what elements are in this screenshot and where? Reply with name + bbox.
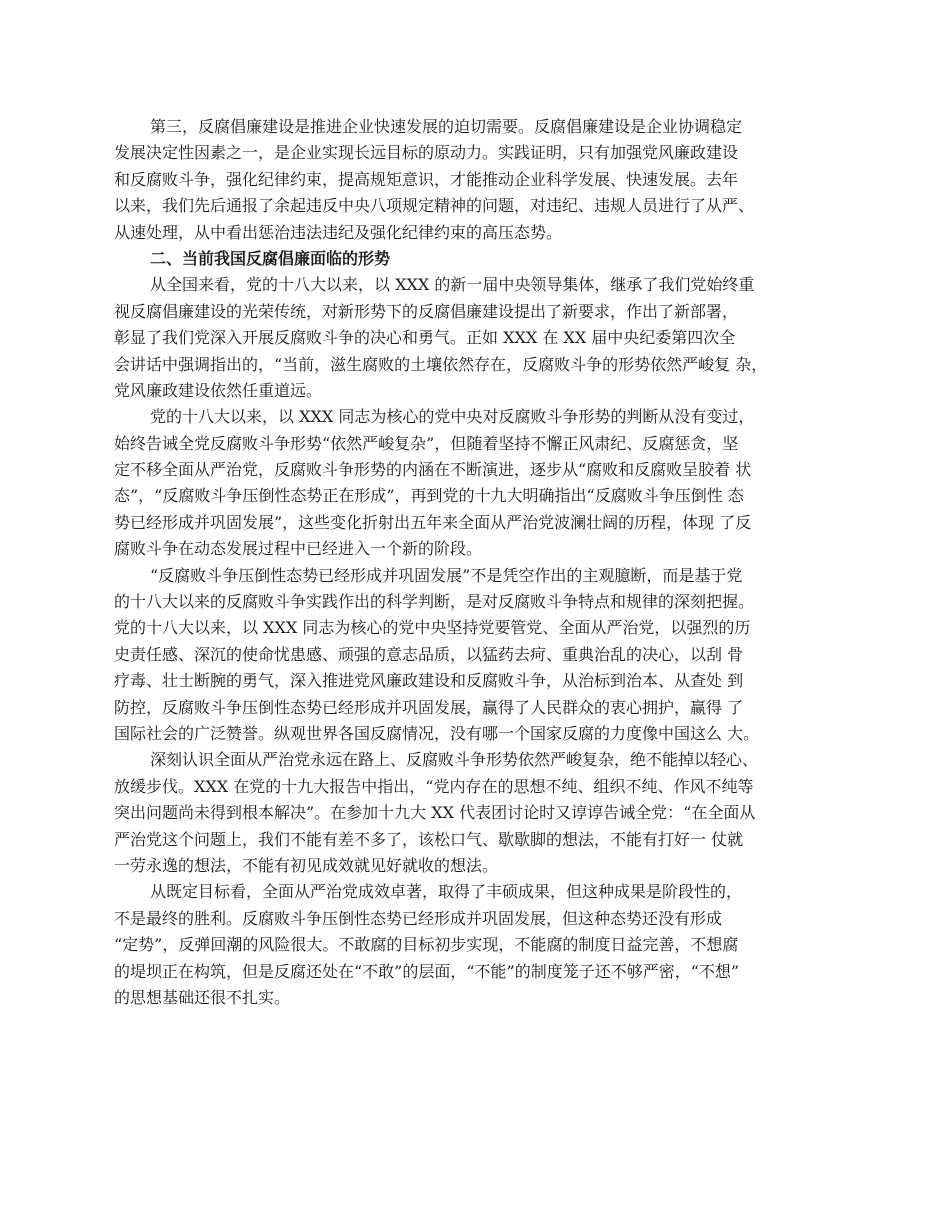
text-line: 发展决定性因素之一，是企业实现长远目标的原动力。实践证明，只有加强党风廉政建设 <box>114 143 739 163</box>
paragraph-established-goals <box>114 879 868 1011</box>
paragraph-always-on-the-road <box>114 747 868 879</box>
text-line: 一劳永逸的想法，不能有初见成效就见好就收的想法。 <box>114 855 499 875</box>
text-line: 深刻认识全面从严治党永远在路上、反腐败斗争形势依然严峻复杂，绝不能掉以轻心、 <box>150 750 759 770</box>
text-line: 从全国来看，党的十八大以来，以 XXX 的新一届中央领导集体，继承了我们党始终重 <box>150 275 755 295</box>
text-line: 严治党这个问题上，我们不能有差不多了，该松口气、歇歇脚的想法，不能有打好一 仗就 <box>114 829 744 849</box>
text-line: 彰显了我们党深入开展反腐败斗争的决心和勇气。正如 XXX 在 XX 届中央纪委第四次全 <box>114 328 736 348</box>
text-line: 史责任感、深沉的使命忧患感、顽强的意志品质，以猛药去疴、重典治乱的决心，以刮 骨 <box>114 644 744 664</box>
text-line: 从既定目标看，全面从严治党成效卓著，取得了丰硕成果，但这种成果是阶段性的， <box>150 882 743 902</box>
text-line: 党风廉政建设依然任重道远。 <box>114 380 323 400</box>
text-line: 势已经形成并巩固发展”，这些变化折射出五年来全面从严治党波澜壮阔的历程，体现 了反 <box>114 512 752 532</box>
paragraph-scientific-judgment <box>114 563 868 748</box>
text-line: 党的十八大以来，以 XXX 同志为核心的党中央对反腐败斗争形势的判断从没有变过， <box>150 407 755 427</box>
text-line: “反腐败斗争压倒性态势已经形成并巩固发展”不是凭空作出的主观臆断，而是基于党 <box>150 565 743 585</box>
text-line: 从速处理，从中看出惩治违法违纪及强化纪律约束的高压态势。 <box>114 222 563 242</box>
text-line: “定势”，反弹回潮的风险很大。不敢腐的目标初步实现，不能腐的制度日益完善，不想腐 <box>114 935 739 955</box>
text-line: 突出问题尚未得到根本解决”。在参加十九大 XX 代表团讨论时又谆谆告诫全党：“在全面从 <box>114 803 756 823</box>
paragraph-situation-judgment <box>114 404 868 562</box>
text-line: 会讲话中强调指出的，“当前，滋生腐败的土壤依然存在，反腐败斗争的形势依然严峻复 杂， <box>114 354 768 374</box>
text-line: 的思想基础还很不扎实。 <box>114 987 291 1007</box>
text-line: 第三，反腐倡廉建设是推进企业快速发展的迫切需要。反腐倡廉建设是企业协调稳定 <box>150 117 743 136</box>
paragraph-national-overview <box>114 272 868 404</box>
text-line: 以来，我们先后通报了余起违反中央八项规定精神的问题，对违纪、违规人员进行了从严、 <box>114 196 755 216</box>
text-line: 党的十八大以来，以 XXX 同志为核心的党中央坚持党要管党、全面从严治党，以强烈的历 <box>114 618 751 638</box>
text-line: 的堤坝正在构筑，但是反腐还处在“不敢”的层面，“不能”的制度笼子还不够严密，“不想” <box>114 961 740 981</box>
text-line: 定不移全面从严治党，反腐败斗争形势的内涵在不断演进，逐步从“腐败和反腐败呈胶着 状 <box>114 460 752 480</box>
section-heading: 二、当前我国反腐倡廉面临的形势 <box>150 248 391 268</box>
text-line: 始终告诫全党反腐败斗争形势“依然严峻复杂”，但随着坚持不懈正风肃纪、反腐惩贪，坚 <box>114 433 739 453</box>
text-line: 腐败斗争在动态发展过程中已经进入一个新的阶段。 <box>114 539 483 559</box>
text-line: 态”，“反腐败斗争压倒性态势正在形成”，再到党的十九大明确指出“反腐败斗争压倒性 态 <box>114 486 744 506</box>
text-line: 的十八大以来的反腐败斗争实践作出的科学判断，是对反腐败斗争特点和规律的深刻把握。 <box>114 592 755 612</box>
text-line: 防控，反腐败斗争压倒性态势已经形成并巩固发展，赢得了人民群众的衷心拥护，赢得 了 <box>114 697 744 717</box>
text-line: 视反腐倡廉建设的光荣传统，对新形势下的反腐倡廉建设提出了新要求，作出了新部署， <box>114 301 739 321</box>
text-line: 疗毒、壮士断腕的勇气，深入推进党风廉政建设和反腐败斗争，从治标到治本、从查处 到 <box>114 671 744 691</box>
text-line: 放缓步伐。XXX 在党的十九大报告中指出，“党内存在的思想不纯、组织不纯、作风不纯等 <box>114 776 754 796</box>
text-line: 和反腐败斗争，强化纪律约束，提高规矩意识，才能推动企业科学发展、快速发展。去年 <box>114 169 739 189</box>
paragraph-third-point <box>114 114 868 246</box>
text-line: 不是最终的胜利。反腐败斗争压倒性态势已经形成并巩固发展，但这种态势还没有形成 <box>114 908 723 928</box>
document-body <box>114 114 868 1011</box>
text-line: 国际社会的广泛赞誉。纵观世界各国反腐情况，没有哪一个国家反腐的力度像中国这么 大。 <box>114 723 760 743</box>
